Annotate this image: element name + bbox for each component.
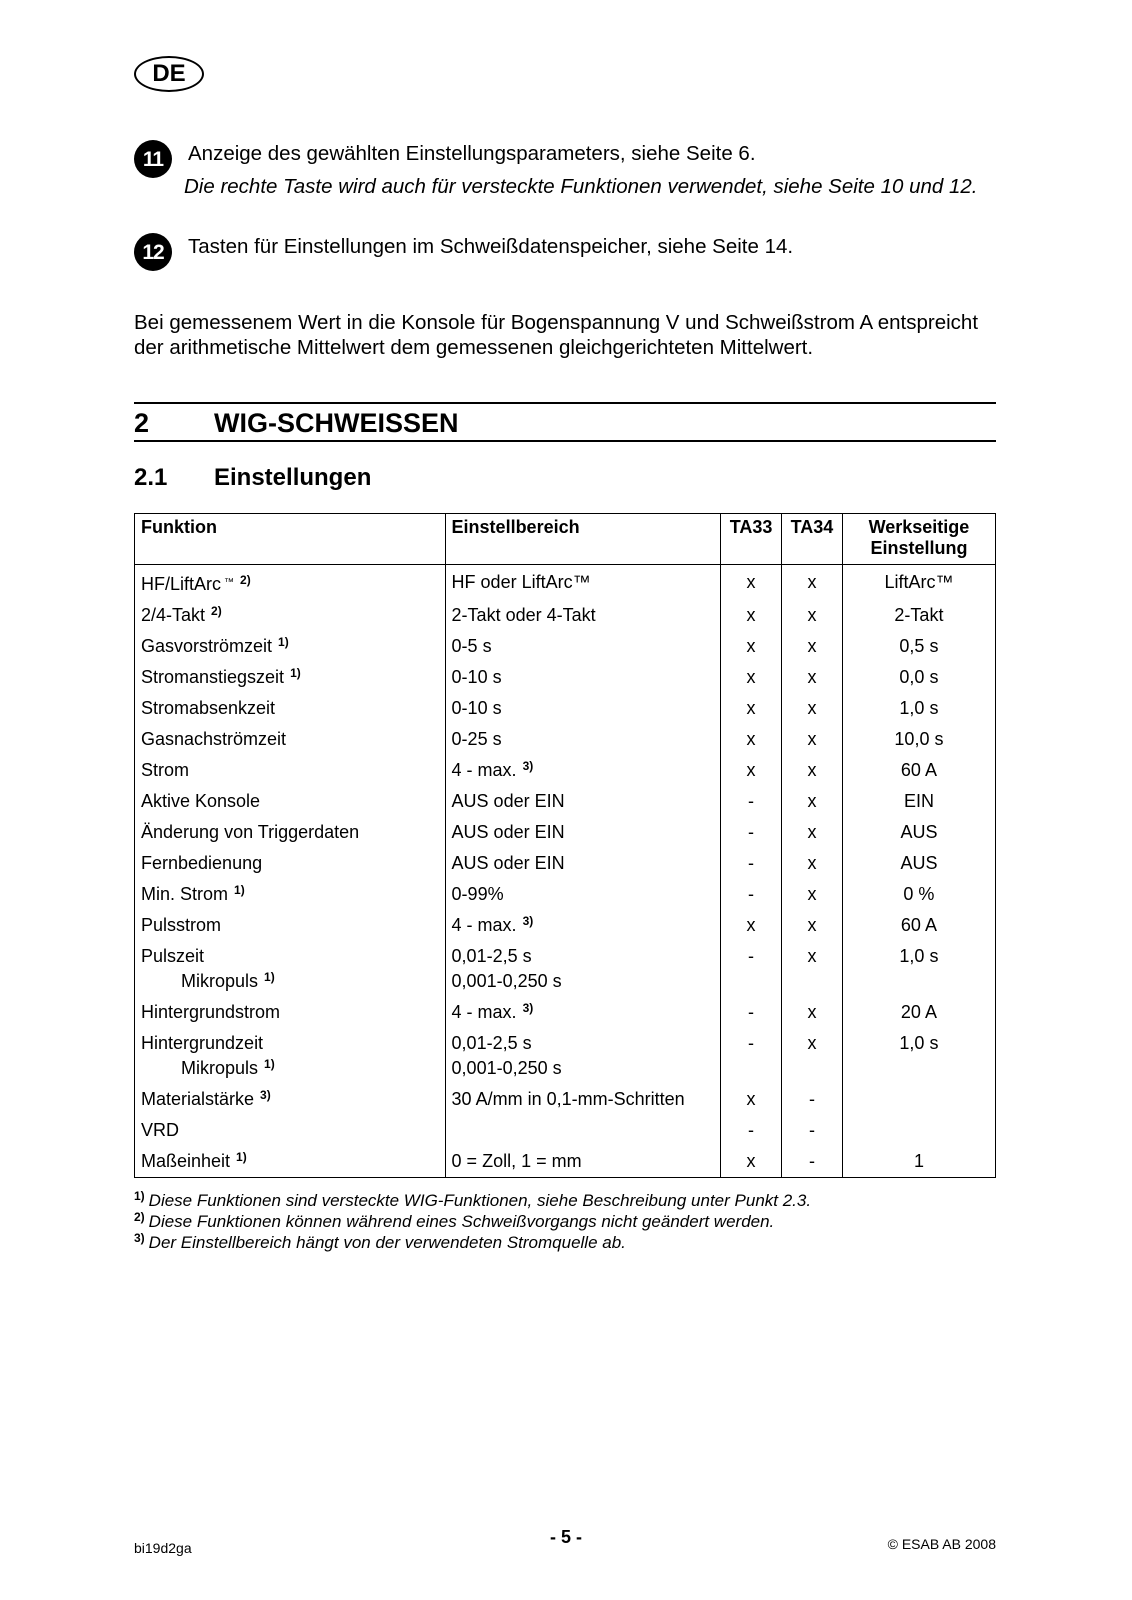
cell-werkseitige-einstellung: 0,5 s (842, 631, 995, 662)
cell-werkseitige-einstellung: 2-Takt (842, 600, 995, 631)
cell-werkseitige-einstellung: 1 (842, 1146, 995, 1178)
cell-werkseitige-einstellung: 60 A (842, 910, 995, 941)
table-body (135, 565, 996, 1178)
footnote-mark: 2) (134, 1210, 145, 1224)
funktion-label: Gasvorströmzeit (141, 636, 273, 656)
cell-funktion (135, 1115, 446, 1146)
cell-funktion (135, 879, 446, 910)
table-row (135, 1028, 996, 1084)
cell-einstellbereich (445, 910, 721, 941)
cell-funktion (135, 755, 446, 786)
bereich-value: 0-99% (451, 884, 504, 904)
sub-funktion (141, 1056, 439, 1081)
cell-ta34: x (782, 879, 843, 910)
table-row (135, 755, 996, 786)
table-row (135, 600, 996, 631)
subsection-heading (134, 463, 371, 493)
cell-werkseitige-einstellung (842, 1084, 995, 1115)
copyright-notice: © ESAB AB 2008 (887, 1536, 996, 1552)
table-row (135, 941, 996, 997)
cell-einstellbereich (445, 631, 721, 662)
cell-einstellbereich (445, 600, 721, 631)
footnote-ref: 1) (264, 970, 275, 984)
bereich-value: 4 - max. (451, 760, 517, 780)
item-text: Tasten für Einstellungen im Schweißdatenspeicher, siehe Seite 14. (188, 235, 794, 258)
bereich-value: 0-5 s (451, 636, 492, 656)
funktion-label: Stromabsenkzeit (141, 698, 276, 718)
bereich-value: 30 A/mm in 0,1-mm-Schritten (451, 1089, 685, 1109)
cell-ta34: x (782, 817, 843, 848)
cell-ta33: x (721, 662, 782, 693)
settings-table (134, 513, 996, 1178)
cell-einstellbereich (445, 786, 721, 817)
cell-ta34: x (782, 724, 843, 755)
funktion-label: Min. Strom (141, 884, 229, 904)
subsection-number: 2.1 (134, 464, 168, 491)
footnote-text: Diese Funktionen sind versteckte WIG-Funktionen, siehe Beschreibung unter Punkt 2.3. (148, 1191, 812, 1210)
cell-ta33: - (721, 817, 782, 848)
cell-ta34: x (782, 910, 843, 941)
cell-einstellbereich (445, 941, 721, 997)
item-note: Die rechte Taste wird auch für versteckte Funktionen verwendet, siehe Seite 10 und 12. (184, 175, 978, 198)
trademark-mark: ™ (224, 577, 235, 588)
table-row (135, 693, 996, 724)
bereich-value: AUS oder EIN (451, 791, 565, 811)
table-header-row (135, 514, 996, 565)
cell-ta34: x (782, 786, 843, 817)
footnote-ref: 3) (522, 759, 534, 773)
table-row (135, 817, 996, 848)
cell-ta33: - (721, 1115, 782, 1146)
bereich-value: 4 - max. (451, 915, 517, 935)
footnote-ref: 1) (290, 666, 301, 680)
cell-einstellbereich (445, 693, 721, 724)
cell-ta34: - (782, 1115, 843, 1146)
cell-ta34: x (782, 693, 843, 724)
cell-einstellbereich (445, 1146, 721, 1178)
table-row (135, 786, 996, 817)
bereich-value: 4 - max. (451, 1002, 517, 1022)
cell-funktion (135, 631, 446, 662)
footnote-ref: 3) (260, 1088, 271, 1102)
cell-funktion (135, 910, 446, 941)
cell-funktion (135, 662, 446, 693)
cell-werkseitige-einstellung: AUS (842, 848, 995, 879)
cell-ta34: x (782, 662, 843, 693)
cell-einstellbereich (445, 724, 721, 755)
table-row (135, 1084, 996, 1115)
funktion-label: Stromanstiegszeit (141, 667, 285, 687)
header-ta34: TA34 (782, 514, 843, 565)
cell-ta34: - (782, 1084, 843, 1115)
footnotes (134, 1190, 811, 1253)
sub-funktion-label: Mikropuls (181, 1058, 259, 1078)
cell-ta33: x (721, 1084, 782, 1115)
cell-werkseitige-einstellung: EIN (842, 786, 995, 817)
funktion-label: Materialstärke (141, 1089, 255, 1109)
funktion-label: Pulsstrom (141, 915, 222, 935)
footnote-ref: 2) (240, 573, 251, 587)
footnote-text: Der Einstellbereich hängt von der verwendeten Stromquelle ab. (148, 1233, 626, 1252)
footnote (134, 1232, 811, 1253)
cell-einstellbereich (445, 1115, 721, 1146)
cell-funktion (135, 1028, 446, 1084)
cell-ta34: x (782, 941, 843, 997)
funktion-label: Pulszeit (141, 946, 205, 966)
cell-einstellbereich (445, 565, 721, 601)
cell-einstellbereich (445, 848, 721, 879)
cell-werkseitige-einstellung: 10,0 s (842, 724, 995, 755)
table-row (135, 879, 996, 910)
cell-funktion (135, 565, 446, 601)
cell-ta34: x (782, 631, 843, 662)
funktion-label: Maßeinheit (141, 1151, 231, 1171)
cell-ta34: x (782, 997, 843, 1028)
bereich-value: HF oder LiftArc™ (451, 572, 591, 592)
bereich-value: 0-10 s (451, 698, 502, 718)
cell-ta34: x (782, 755, 843, 786)
footnote-ref: 1) (234, 883, 245, 897)
cell-einstellbereich (445, 817, 721, 848)
subsection-title: Einstellungen (214, 464, 372, 491)
item-11 (134, 141, 994, 199)
cell-ta33: - (721, 786, 782, 817)
table-row (135, 848, 996, 879)
funktion-label: Hintergrundstrom (141, 1002, 281, 1022)
cell-funktion (135, 997, 446, 1028)
item-number-badge: 11 (134, 140, 172, 178)
cell-einstellbereich (445, 755, 721, 786)
funktion-label: HF/LiftArc (141, 574, 222, 594)
bereich-value: 0-25 s (451, 729, 502, 749)
cell-ta33: x (721, 910, 782, 941)
cell-ta33: - (721, 1028, 782, 1084)
table-row (135, 631, 996, 662)
bereich-value: 2-Takt oder 4-Takt (451, 605, 596, 625)
funktion-label: Änderung von Triggerdaten (141, 822, 360, 842)
intro-paragraph: Bei gemessenem Wert in die Konsole für Bogenspannung V und Schweißstrom A entspreicht der arithmetische Mittelwert dem gemessenen gleichgerichteten Mittelwert. (134, 311, 979, 359)
sub-bereich-value: 0,001-0,250 s (451, 1058, 562, 1078)
cell-ta33: x (721, 600, 782, 631)
footnote-ref: 3) (522, 914, 534, 928)
table-row (135, 1115, 996, 1146)
bereich-value: 0,01-2,5 s (451, 1033, 532, 1053)
cell-funktion (135, 941, 446, 997)
funktion-label: Hintergrundzeit (141, 1033, 264, 1053)
cell-einstellbereich (445, 662, 721, 693)
footnote-ref: 2) (211, 604, 222, 618)
footnote-mark: 3) (134, 1231, 145, 1245)
footnote-ref: 3) (522, 1001, 534, 1015)
cell-ta33: - (721, 997, 782, 1028)
funktion-label: Gasnachströmzeit (141, 729, 287, 749)
table-row (135, 910, 996, 941)
cell-ta33: x (721, 631, 782, 662)
cell-ta34: x (782, 565, 843, 601)
footnote-ref: 1) (236, 1150, 247, 1164)
header-ta33: TA33 (721, 514, 782, 565)
table-row (135, 1146, 996, 1178)
bereich-value: 0,01-2,5 s (451, 946, 532, 966)
cell-ta34: x (782, 600, 843, 631)
header-werkseitige-einstellung: Werkseitige Einstellung (842, 514, 995, 565)
sub-bereich-value: 0,001-0,250 s (451, 971, 562, 991)
cell-ta33: x (721, 755, 782, 786)
document-code: bi19d2ga (134, 1540, 192, 1556)
cell-werkseitige-einstellung (842, 1115, 995, 1146)
page-number: - 5 - (549, 1527, 582, 1547)
cell-ta33: x (721, 1146, 782, 1178)
footnote-mark: 1) (134, 1189, 145, 1203)
cell-ta34: x (782, 848, 843, 879)
bereich-value: AUS oder EIN (451, 853, 565, 873)
cell-ta33: - (721, 941, 782, 997)
cell-werkseitige-einstellung: 0 % (842, 879, 995, 910)
cell-funktion (135, 600, 446, 631)
cell-einstellbereich (445, 879, 721, 910)
footnote (134, 1211, 811, 1232)
bereich-value: 0 = Zoll, 1 = mm (451, 1151, 582, 1171)
cell-ta33: x (721, 693, 782, 724)
table-row (135, 662, 996, 693)
item-number-badge: 12 (134, 233, 172, 271)
cell-ta33: x (721, 565, 782, 601)
header-funktion: Funktion (135, 514, 446, 565)
funktion-label: Fernbedienung (141, 853, 263, 873)
cell-funktion (135, 1084, 446, 1115)
footnote-text: Diese Funktionen können während eines Schweißvorgangs nicht geändert werden. (148, 1212, 775, 1231)
bereich-value: AUS oder EIN (451, 822, 565, 842)
cell-ta33: - (721, 879, 782, 910)
item-text: Anzeige des gewählten Einstellungsparameters, siehe Seite 6. (188, 142, 756, 165)
header-einstellbereich: Einstellbereich (445, 514, 721, 565)
bereich-value: 0-10 s (451, 667, 502, 687)
funktion-label: Aktive Konsole (141, 791, 261, 811)
cell-funktion (135, 786, 446, 817)
footnote (134, 1190, 811, 1211)
footnote-ref: 1) (264, 1057, 275, 1071)
cell-einstellbereich (445, 1028, 721, 1084)
cell-funktion (135, 1146, 446, 1178)
cell-ta33: x (721, 724, 782, 755)
funktion-label: 2/4-Takt (141, 605, 206, 625)
cell-werkseitige-einstellung: 60 A (842, 755, 995, 786)
sub-funktion-label: Mikropuls (181, 971, 259, 991)
language-badge: DE (134, 56, 204, 92)
cell-werkseitige-einstellung: AUS (842, 817, 995, 848)
table-row (135, 565, 996, 601)
section-number: 2 (134, 408, 150, 438)
section-heading (134, 402, 996, 442)
cell-funktion (135, 693, 446, 724)
footnote-ref: 1) (278, 635, 289, 649)
cell-werkseitige-einstellung: 1,0 s (842, 941, 995, 997)
cell-werkseitige-einstellung: LiftArc™ (842, 565, 995, 601)
cell-funktion (135, 848, 446, 879)
cell-einstellbereich (445, 1084, 721, 1115)
cell-werkseitige-einstellung: 20 A (842, 997, 995, 1028)
table-row (135, 724, 996, 755)
cell-einstellbereich (445, 997, 721, 1028)
table-row (135, 997, 996, 1028)
cell-ta34: - (782, 1146, 843, 1178)
cell-werkseitige-einstellung: 0,0 s (842, 662, 995, 693)
cell-funktion (135, 817, 446, 848)
sub-funktion (141, 969, 439, 994)
funktion-label: VRD (141, 1120, 180, 1140)
cell-funktion (135, 724, 446, 755)
section-title: WIG-SCHWEISSEN (214, 408, 459, 438)
item-12 (134, 234, 994, 264)
funktion-label: Strom (141, 760, 190, 780)
cell-werkseitige-einstellung: 1,0 s (842, 693, 995, 724)
cell-werkseitige-einstellung: 1,0 s (842, 1028, 995, 1084)
cell-ta34: x (782, 1028, 843, 1084)
cell-ta33: - (721, 848, 782, 879)
